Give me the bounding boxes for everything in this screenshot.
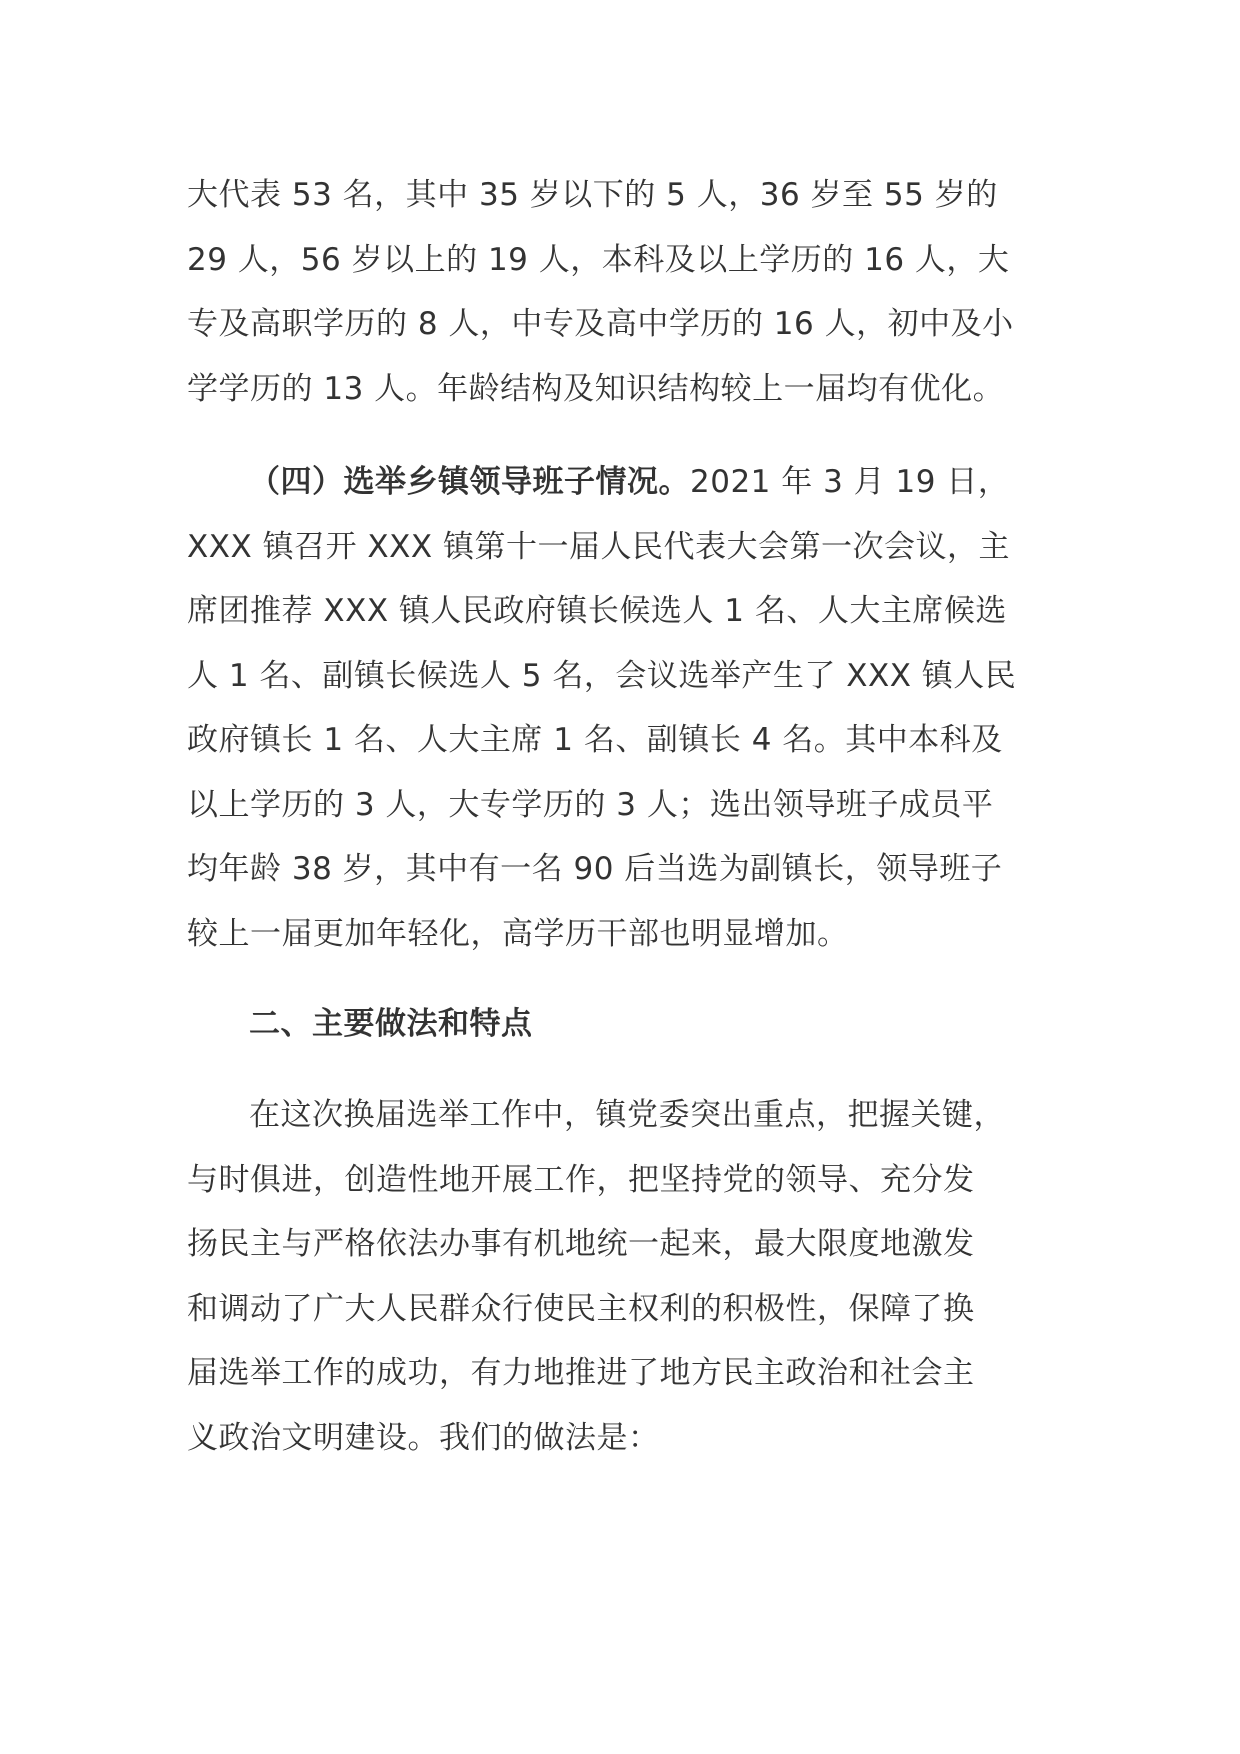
paragraph-line: 专及高职学历的 8 人，中专及高中学历的 16 人，初中及小 [187, 306, 1014, 342]
paragraph-line: 届选举工作的成功，有力地推进了地方民主政治和社会主 [187, 1355, 975, 1391]
paragraph-line: 义政治文明建设。我们的做法是： [187, 1419, 660, 1456]
subsection-heading: （四）选举乡镇领导班子情况。 [249, 464, 690, 500]
paragraph-line: 以上学历的 3 人，大专学历的 3 人；选出领导班子成员平 [187, 786, 994, 823]
paragraph-line-text: 2021 年 3 月 19 日， [690, 464, 1010, 500]
paragraph-representatives-stats [187, 163, 1057, 421]
paragraph-line: 学学历的 13 人。年龄结构及知识结构较上一届均有优化。 [187, 370, 1005, 407]
paragraph-line: 大代表 53 名，其中 35 岁以下的 5 人，36 岁至 55 岁的 [187, 177, 998, 213]
paragraph-line: 均年龄 38 岁，其中有一名 90 后当选为副镇长，领导班子 [187, 851, 1003, 887]
paragraph-first-line [187, 450, 1057, 515]
paragraph-methods-intro [187, 1083, 1057, 1470]
paragraph-leadership-election [187, 450, 1057, 966]
paragraph-line: 29 人，56 岁以上的 19 人，本科及以上学历的 16 人，大 [187, 241, 1010, 278]
paragraph-line: 人 1 名、副镇长候选人 5 名，会议选举产生了 XXX 镇人民 [187, 657, 1017, 694]
paragraph-line: XXX 镇召开 XXX 镇第十一届人民代表大会第一次会议，主 [187, 528, 1010, 565]
paragraph-line: 政府镇长 1 名、人大主席 1 名、副镇长 4 名。其中本科及 [187, 722, 1003, 758]
paragraph-line: 在这次换届选举工作中，镇党委突出重点，把握关键， [249, 1097, 1005, 1133]
section-heading-block [187, 992, 1057, 1057]
paragraph-line: 席团推荐 XXX 镇人民政府镇长候选人 1 名、人大主席候选 [187, 593, 1007, 629]
paragraph-line: 扬民主与严格依法办事有机地统一起来，最大限度地激发 [187, 1226, 975, 1262]
section-heading: 二、主要做法和特点 [249, 1006, 533, 1042]
paragraph-line: 较上一届更加年轻化，高学历干部也明显增加。 [187, 915, 849, 952]
paragraph-line: 和调动了广大人民群众行使民主权利的积极性，保障了换 [187, 1290, 975, 1327]
paragraph-line: 与时俱进，创造性地开展工作，把坚持党的领导、充分发 [187, 1161, 975, 1198]
